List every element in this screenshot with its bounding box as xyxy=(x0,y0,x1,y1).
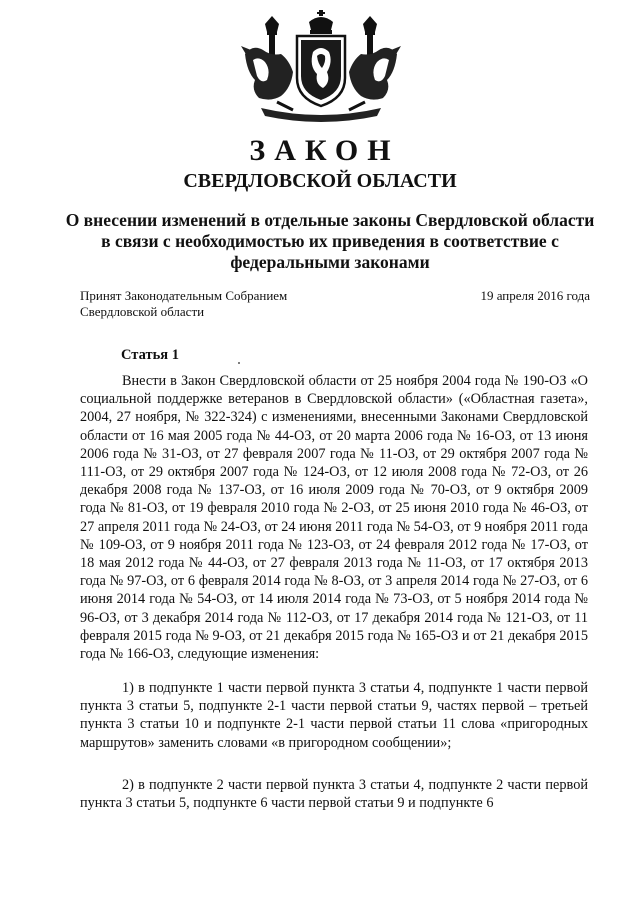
article-item-2: 2) в подпункте 2 части первой пункта 3 статьи 4, подпункте 2 части первой пункта 3 статьи 5, подпункте 6 части первой статьи 9 и подпункте 6 xyxy=(80,777,588,812)
law-subject-title: О внесении изменений в отдельные законы Свердловской области в связи с необходимостью их приведения в соответствие с федеральными законами xyxy=(65,210,595,272)
coat-of-arms-emblem xyxy=(237,10,405,128)
adopted-by-block xyxy=(80,288,340,320)
document-type-heading: ЗАКОН xyxy=(249,134,400,167)
adoption-date: 19 апреля 2016 года xyxy=(480,288,590,303)
adopted-by-line-1: Принят Законодательным Собранием xyxy=(80,288,288,303)
article-title: Статья 1 xyxy=(121,347,179,363)
scan-speck xyxy=(238,362,240,364)
article-intro-paragraph: Внести в Закон Свердловской области от 25 ноября 2004 года № 190-ОЗ «О социальной поддержке ветеранов в Свердловской области» («Областная газета», 2004, 27 ноября, № 322-324) с изменениями, внесенными Законами Свердловской области от 16 мая 2005 года № 44-ОЗ, от 20 марта 2006 года № 16-ОЗ, от 13 июня 2006 года № 31-ОЗ, от 27 февраля 2007 года № 11-ОЗ, от 29 октября 2007 года № 111-ОЗ, от 29 октября 2007 года № 124-ОЗ, от 12 июля 2008 года № 72-ОЗ, от 26 декабря 2008 года № 137-ОЗ, от 16 июля 2009 года № 70-ОЗ, от 9 октября 2009 года № 81-ОЗ, от 19 февраля 2010 года № 2-ОЗ, от 25 июня 2010 года № 46-ОЗ, от 27 апреля 2011 года № 24-ОЗ, от 24 июня 2011 года № 54-ОЗ, от 9 ноября 2011 года № 109-ОЗ, от 9 ноября 2011 года № 123-ОЗ, от 24 февраля 2012 года № 17-ОЗ, от 18 мая 2012 года № 44-ОЗ, от 27 февраля 2013 года № 11-ОЗ, от 17 октября 2013 года № 97-ОЗ, от 6 февраля 2014 года № 8-ОЗ, от 3 апреля 2014 года № 27-ОЗ, от 6 июня 2014 года № 54-ОЗ, от 14 июля 2014 года № 73-ОЗ, от 5 ноября 2014 года № 96-ОЗ, от 3 декабря 2014 года № 112-ОЗ, от 17 декабря 2014 года № 121-ОЗ, от 11 февраля 2015 года № 9-ОЗ, от 21 декабря 2015 года № 165-ОЗ и от 21 декабря 2015 года № 166-ОЗ, следующие изменения: xyxy=(80,373,588,663)
article-item-1: 1) в подпункте 1 части первой пункта 3 статьи 4, подпункте 1 части первой пункта 3 статьи 5, подпункте 2-1 части первой статьи 9, частях первой – третьей пункта 3 статьи 10 и подпункте 2-1 части первой статьи 11 слова «пригородных маршрутов» заменить словами «в пригородном сообщении»; xyxy=(80,680,588,751)
adopted-by-line-2: Свердловской области xyxy=(80,304,205,319)
region-heading: СВЕРДЛОВСКОЙ ОБЛАСТИ xyxy=(183,170,457,192)
